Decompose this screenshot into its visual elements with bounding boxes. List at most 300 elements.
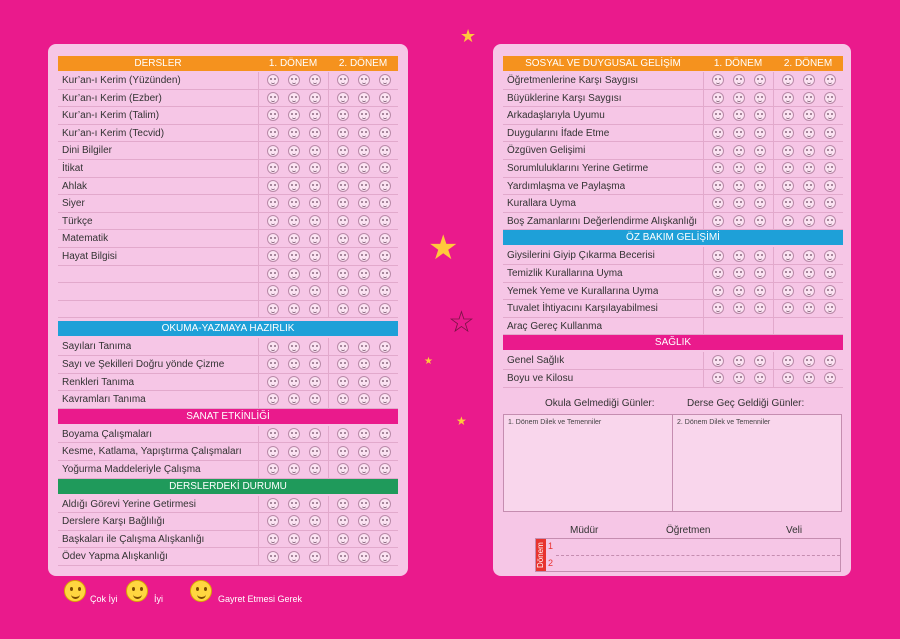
rating-face-icon[interactable] xyxy=(754,197,766,209)
rating-face-icon[interactable] xyxy=(309,533,321,545)
rating-face-icon[interactable] xyxy=(379,515,391,527)
rating-face-icon[interactable] xyxy=(358,358,370,370)
rating-face-icon[interactable] xyxy=(267,498,279,510)
rating-face-icon[interactable] xyxy=(309,233,321,245)
rating-face-icon[interactable] xyxy=(267,533,279,545)
rating-face-icon[interactable] xyxy=(712,92,724,104)
rating-faces[interactable] xyxy=(773,142,843,159)
rating-face-icon[interactable] xyxy=(712,197,724,209)
rating-face-icon[interactable] xyxy=(267,515,279,527)
rating-face-icon[interactable] xyxy=(712,127,724,139)
rating-face-icon[interactable] xyxy=(337,341,349,353)
rating-faces[interactable] xyxy=(773,160,843,177)
rating-face-icon[interactable] xyxy=(782,302,794,314)
rating-face-icon[interactable] xyxy=(712,250,724,262)
rating-face-icon[interactable] xyxy=(288,393,300,405)
rating-face-icon[interactable] xyxy=(358,127,370,139)
rating-face-icon[interactable] xyxy=(358,233,370,245)
rating-faces[interactable] xyxy=(328,160,398,177)
rating-face-icon[interactable] xyxy=(379,498,391,510)
rating-face-icon[interactable] xyxy=(358,428,370,440)
rating-face-icon[interactable] xyxy=(288,551,300,563)
rating-face-icon[interactable] xyxy=(379,446,391,458)
rating-face-icon[interactable] xyxy=(358,303,370,315)
rating-face-icon[interactable] xyxy=(712,109,724,121)
rating-face-icon[interactable] xyxy=(337,127,349,139)
rating-faces[interactable] xyxy=(258,125,328,142)
rating-faces[interactable] xyxy=(258,248,328,265)
rating-face-icon[interactable] xyxy=(309,268,321,280)
rating-face-icon[interactable] xyxy=(267,463,279,475)
rating-face-icon[interactable] xyxy=(358,285,370,297)
rating-faces[interactable] xyxy=(328,266,398,283)
rating-face-icon[interactable] xyxy=(267,285,279,297)
rating-face-icon[interactable] xyxy=(754,162,766,174)
rating-face-icon[interactable] xyxy=(782,215,794,227)
rating-faces[interactable] xyxy=(328,443,398,460)
rating-face-icon[interactable] xyxy=(288,127,300,139)
rating-face-icon[interactable] xyxy=(309,162,321,174)
rating-face-icon[interactable] xyxy=(803,267,815,279)
rating-face-icon[interactable] xyxy=(267,551,279,563)
rating-faces[interactable] xyxy=(258,496,328,513)
rating-faces[interactable] xyxy=(328,461,398,478)
rating-face-icon[interactable] xyxy=(754,355,766,367)
rating-face-icon[interactable] xyxy=(824,250,836,262)
rating-face-icon[interactable] xyxy=(733,285,745,297)
rating-faces[interactable] xyxy=(258,283,328,300)
rating-face-icon[interactable] xyxy=(824,92,836,104)
rating-faces[interactable] xyxy=(703,265,773,282)
rating-faces[interactable] xyxy=(703,90,773,107)
rating-faces[interactable] xyxy=(328,548,398,565)
rating-face-icon[interactable] xyxy=(754,127,766,139)
rating-face-icon[interactable] xyxy=(803,250,815,262)
rating-face-icon[interactable] xyxy=(267,233,279,245)
rating-face-icon[interactable] xyxy=(379,215,391,227)
rating-face-icon[interactable] xyxy=(267,197,279,209)
rating-face-icon[interactable] xyxy=(782,355,794,367)
rating-face-icon[interactable] xyxy=(824,109,836,121)
rating-face-icon[interactable] xyxy=(824,215,836,227)
rating-face-icon[interactable] xyxy=(337,533,349,545)
rating-face-icon[interactable] xyxy=(379,162,391,174)
rating-faces[interactable] xyxy=(773,178,843,195)
rating-face-icon[interactable] xyxy=(309,250,321,262)
rating-face-icon[interactable] xyxy=(288,498,300,510)
rating-face-icon[interactable] xyxy=(803,355,815,367)
rating-face-icon[interactable] xyxy=(337,428,349,440)
rating-face-icon[interactable] xyxy=(379,551,391,563)
rating-face-icon[interactable] xyxy=(712,215,724,227)
rating-faces[interactable] xyxy=(328,72,398,89)
rating-faces[interactable] xyxy=(703,247,773,264)
rating-face-icon[interactable] xyxy=(267,180,279,192)
rating-face-icon[interactable] xyxy=(803,92,815,104)
rating-face-icon[interactable] xyxy=(824,127,836,139)
rating-face-icon[interactable] xyxy=(782,92,794,104)
rating-face-icon[interactable] xyxy=(288,197,300,209)
rating-faces[interactable] xyxy=(258,195,328,212)
rating-face-icon[interactable] xyxy=(824,372,836,384)
rating-face-icon[interactable] xyxy=(803,372,815,384)
rating-face-icon[interactable] xyxy=(803,162,815,174)
rating-face-icon[interactable] xyxy=(358,498,370,510)
rating-face-icon[interactable] xyxy=(309,393,321,405)
rating-face-icon[interactable] xyxy=(712,74,724,86)
rating-faces[interactable] xyxy=(328,338,398,355)
rating-face-icon[interactable] xyxy=(309,74,321,86)
rating-face-icon[interactable] xyxy=(288,533,300,545)
rating-faces[interactable] xyxy=(258,461,328,478)
rating-face-icon[interactable] xyxy=(337,268,349,280)
rating-faces[interactable] xyxy=(328,496,398,513)
rating-face-icon[interactable] xyxy=(712,302,724,314)
rating-face-icon[interactable] xyxy=(803,127,815,139)
rating-face-icon[interactable] xyxy=(754,267,766,279)
rating-face-icon[interactable] xyxy=(379,428,391,440)
rating-faces[interactable] xyxy=(703,125,773,142)
rating-face-icon[interactable] xyxy=(733,74,745,86)
rating-face-icon[interactable] xyxy=(379,197,391,209)
rating-face-icon[interactable] xyxy=(824,302,836,314)
rating-faces[interactable] xyxy=(703,160,773,177)
rating-face-icon[interactable] xyxy=(267,341,279,353)
rating-face-icon[interactable] xyxy=(754,74,766,86)
rating-cell[interactable] xyxy=(773,318,843,335)
rating-face-icon[interactable] xyxy=(824,355,836,367)
rating-face-icon[interactable] xyxy=(309,341,321,353)
rating-face-icon[interactable] xyxy=(733,180,745,192)
rating-faces[interactable] xyxy=(703,370,773,387)
rating-faces[interactable] xyxy=(258,513,328,530)
rating-faces[interactable] xyxy=(773,265,843,282)
rating-face-icon[interactable] xyxy=(309,145,321,157)
rating-face-icon[interactable] xyxy=(337,303,349,315)
rating-faces[interactable] xyxy=(258,391,328,408)
rating-faces[interactable] xyxy=(328,513,398,530)
rating-face-icon[interactable] xyxy=(782,372,794,384)
rating-face-icon[interactable] xyxy=(379,250,391,262)
rating-face-icon[interactable] xyxy=(733,372,745,384)
rating-face-icon[interactable] xyxy=(267,303,279,315)
rating-face-icon[interactable] xyxy=(288,109,300,121)
rating-face-icon[interactable] xyxy=(379,74,391,86)
rating-face-icon[interactable] xyxy=(267,393,279,405)
rating-face-icon[interactable] xyxy=(733,267,745,279)
rating-faces[interactable] xyxy=(773,125,843,142)
rating-face-icon[interactable] xyxy=(712,285,724,297)
rating-face-icon[interactable] xyxy=(733,109,745,121)
rating-face-icon[interactable] xyxy=(309,498,321,510)
rating-face-icon[interactable] xyxy=(379,233,391,245)
rating-faces[interactable] xyxy=(328,301,398,318)
rating-face-icon[interactable] xyxy=(309,463,321,475)
rating-face-icon[interactable] xyxy=(337,180,349,192)
rating-face-icon[interactable] xyxy=(288,515,300,527)
rating-faces[interactable] xyxy=(328,356,398,373)
rating-face-icon[interactable] xyxy=(337,463,349,475)
rating-face-icon[interactable] xyxy=(379,341,391,353)
rating-face-icon[interactable] xyxy=(309,109,321,121)
rating-faces[interactable] xyxy=(258,142,328,159)
rating-face-icon[interactable] xyxy=(267,127,279,139)
rating-face-icon[interactable] xyxy=(824,267,836,279)
rating-face-icon[interactable] xyxy=(733,215,745,227)
rating-face-icon[interactable] xyxy=(337,393,349,405)
rating-face-icon[interactable] xyxy=(733,355,745,367)
rating-face-icon[interactable] xyxy=(803,285,815,297)
rating-faces[interactable] xyxy=(773,247,843,264)
rating-face-icon[interactable] xyxy=(824,145,836,157)
rating-face-icon[interactable] xyxy=(309,551,321,563)
rating-face-icon[interactable] xyxy=(288,358,300,370)
rating-face-icon[interactable] xyxy=(379,303,391,315)
rating-faces[interactable] xyxy=(328,213,398,230)
rating-face-icon[interactable] xyxy=(267,162,279,174)
rating-face-icon[interactable] xyxy=(337,358,349,370)
rating-face-icon[interactable] xyxy=(754,302,766,314)
rating-face-icon[interactable] xyxy=(358,515,370,527)
rating-faces[interactable] xyxy=(258,374,328,391)
rating-face-icon[interactable] xyxy=(358,180,370,192)
rating-faces[interactable] xyxy=(328,142,398,159)
rating-face-icon[interactable] xyxy=(358,341,370,353)
rating-face-icon[interactable] xyxy=(288,215,300,227)
rating-face-icon[interactable] xyxy=(337,285,349,297)
rating-face-icon[interactable] xyxy=(358,551,370,563)
rating-faces[interactable] xyxy=(258,301,328,318)
rating-faces[interactable] xyxy=(328,107,398,124)
rating-face-icon[interactable] xyxy=(803,109,815,121)
rating-face-icon[interactable] xyxy=(288,250,300,262)
rating-face-icon[interactable] xyxy=(379,109,391,121)
rating-faces[interactable] xyxy=(258,90,328,107)
rating-face-icon[interactable] xyxy=(267,74,279,86)
rating-faces[interactable] xyxy=(773,195,843,212)
rating-faces[interactable] xyxy=(258,178,328,195)
rating-face-icon[interactable] xyxy=(267,428,279,440)
rating-faces[interactable] xyxy=(773,72,843,89)
rating-face-icon[interactable] xyxy=(379,92,391,104)
rating-face-icon[interactable] xyxy=(358,533,370,545)
rating-faces[interactable] xyxy=(328,531,398,548)
term2-wishes-box[interactable] xyxy=(672,414,842,512)
rating-face-icon[interactable] xyxy=(337,515,349,527)
rating-faces[interactable] xyxy=(328,230,398,247)
rating-face-icon[interactable] xyxy=(782,127,794,139)
rating-face-icon[interactable] xyxy=(803,215,815,227)
rating-face-icon[interactable] xyxy=(803,145,815,157)
rating-face-icon[interactable] xyxy=(337,498,349,510)
rating-faces[interactable] xyxy=(703,178,773,195)
rating-face-icon[interactable] xyxy=(754,180,766,192)
rating-face-icon[interactable] xyxy=(733,197,745,209)
rating-face-icon[interactable] xyxy=(379,358,391,370)
rating-face-icon[interactable] xyxy=(824,162,836,174)
rating-face-icon[interactable] xyxy=(267,145,279,157)
rating-faces[interactable] xyxy=(258,230,328,247)
rating-face-icon[interactable] xyxy=(733,250,745,262)
rating-faces[interactable] xyxy=(773,107,843,124)
rating-face-icon[interactable] xyxy=(782,180,794,192)
rating-face-icon[interactable] xyxy=(782,109,794,121)
rating-face-icon[interactable] xyxy=(824,197,836,209)
rating-face-icon[interactable] xyxy=(824,74,836,86)
rating-faces[interactable] xyxy=(328,283,398,300)
rating-face-icon[interactable] xyxy=(288,303,300,315)
rating-face-icon[interactable] xyxy=(803,197,815,209)
rating-face-icon[interactable] xyxy=(288,233,300,245)
rating-faces[interactable] xyxy=(258,443,328,460)
rating-face-icon[interactable] xyxy=(803,180,815,192)
rating-faces[interactable] xyxy=(703,107,773,124)
rating-face-icon[interactable] xyxy=(337,145,349,157)
rating-face-icon[interactable] xyxy=(782,197,794,209)
rating-face-icon[interactable] xyxy=(309,215,321,227)
rating-face-icon[interactable] xyxy=(358,446,370,458)
rating-face-icon[interactable] xyxy=(267,268,279,280)
rating-faces[interactable] xyxy=(703,72,773,89)
rating-face-icon[interactable] xyxy=(267,215,279,227)
rating-face-icon[interactable] xyxy=(337,74,349,86)
rating-face-icon[interactable] xyxy=(824,285,836,297)
rating-face-icon[interactable] xyxy=(288,428,300,440)
rating-face-icon[interactable] xyxy=(358,145,370,157)
rating-face-icon[interactable] xyxy=(782,267,794,279)
rating-face-icon[interactable] xyxy=(733,127,745,139)
rating-face-icon[interactable] xyxy=(754,215,766,227)
rating-faces[interactable] xyxy=(258,266,328,283)
rating-face-icon[interactable] xyxy=(288,180,300,192)
rating-faces[interactable] xyxy=(258,356,328,373)
rating-faces[interactable] xyxy=(773,213,843,230)
rating-face-icon[interactable] xyxy=(309,197,321,209)
rating-face-icon[interactable] xyxy=(309,92,321,104)
rating-face-icon[interactable] xyxy=(358,268,370,280)
rating-face-icon[interactable] xyxy=(712,267,724,279)
rating-faces[interactable] xyxy=(258,213,328,230)
rating-faces[interactable] xyxy=(328,90,398,107)
rating-faces[interactable] xyxy=(773,283,843,300)
rating-face-icon[interactable] xyxy=(782,285,794,297)
rating-face-icon[interactable] xyxy=(733,145,745,157)
rating-face-icon[interactable] xyxy=(288,446,300,458)
rating-face-icon[interactable] xyxy=(288,162,300,174)
rating-face-icon[interactable] xyxy=(712,180,724,192)
rating-face-icon[interactable] xyxy=(712,372,724,384)
rating-face-icon[interactable] xyxy=(288,145,300,157)
rating-face-icon[interactable] xyxy=(358,92,370,104)
rating-face-icon[interactable] xyxy=(782,162,794,174)
rating-face-icon[interactable] xyxy=(267,250,279,262)
rating-face-icon[interactable] xyxy=(288,285,300,297)
rating-faces[interactable] xyxy=(773,300,843,317)
rating-faces[interactable] xyxy=(258,426,328,443)
rating-faces[interactable] xyxy=(258,107,328,124)
rating-face-icon[interactable] xyxy=(309,376,321,388)
rating-face-icon[interactable] xyxy=(733,92,745,104)
rating-faces[interactable] xyxy=(773,352,843,369)
rating-face-icon[interactable] xyxy=(733,162,745,174)
rating-face-icon[interactable] xyxy=(358,463,370,475)
rating-face-icon[interactable] xyxy=(337,109,349,121)
rating-face-icon[interactable] xyxy=(288,341,300,353)
rating-face-icon[interactable] xyxy=(754,250,766,262)
rating-face-icon[interactable] xyxy=(754,92,766,104)
rating-face-icon[interactable] xyxy=(712,145,724,157)
rating-face-icon[interactable] xyxy=(358,197,370,209)
rating-face-icon[interactable] xyxy=(358,109,370,121)
rating-faces[interactable] xyxy=(703,213,773,230)
rating-faces[interactable] xyxy=(328,248,398,265)
rating-faces[interactable] xyxy=(328,374,398,391)
rating-face-icon[interactable] xyxy=(379,393,391,405)
rating-face-icon[interactable] xyxy=(337,551,349,563)
rating-face-icon[interactable] xyxy=(379,145,391,157)
rating-face-icon[interactable] xyxy=(379,268,391,280)
rating-face-icon[interactable] xyxy=(337,197,349,209)
rating-faces[interactable] xyxy=(258,160,328,177)
rating-face-icon[interactable] xyxy=(358,215,370,227)
rating-face-icon[interactable] xyxy=(337,376,349,388)
rating-face-icon[interactable] xyxy=(337,162,349,174)
rating-faces[interactable] xyxy=(703,195,773,212)
rating-face-icon[interactable] xyxy=(824,180,836,192)
rating-faces[interactable] xyxy=(773,370,843,387)
rating-face-icon[interactable] xyxy=(288,376,300,388)
rating-face-icon[interactable] xyxy=(358,74,370,86)
rating-faces[interactable] xyxy=(258,531,328,548)
rating-face-icon[interactable] xyxy=(754,285,766,297)
rating-face-icon[interactable] xyxy=(379,180,391,192)
rating-face-icon[interactable] xyxy=(337,233,349,245)
rating-faces[interactable] xyxy=(773,90,843,107)
rating-face-icon[interactable] xyxy=(358,393,370,405)
term1-wishes-box[interactable] xyxy=(503,414,673,512)
rating-face-icon[interactable] xyxy=(379,533,391,545)
rating-face-icon[interactable] xyxy=(309,285,321,297)
rating-faces[interactable] xyxy=(258,548,328,565)
rating-faces[interactable] xyxy=(328,391,398,408)
rating-face-icon[interactable] xyxy=(379,463,391,475)
rating-faces[interactable] xyxy=(328,426,398,443)
rating-faces[interactable] xyxy=(328,178,398,195)
rating-face-icon[interactable] xyxy=(712,162,724,174)
rating-face-icon[interactable] xyxy=(358,162,370,174)
rating-face-icon[interactable] xyxy=(733,302,745,314)
rating-face-icon[interactable] xyxy=(267,376,279,388)
rating-faces[interactable] xyxy=(328,125,398,142)
rating-faces[interactable] xyxy=(703,352,773,369)
rating-cell[interactable] xyxy=(703,318,773,335)
rating-face-icon[interactable] xyxy=(337,250,349,262)
rating-face-icon[interactable] xyxy=(309,446,321,458)
rating-faces[interactable] xyxy=(703,283,773,300)
rating-faces[interactable] xyxy=(703,300,773,317)
rating-face-icon[interactable] xyxy=(288,92,300,104)
rating-face-icon[interactable] xyxy=(309,180,321,192)
rating-face-icon[interactable] xyxy=(358,376,370,388)
rating-face-icon[interactable] xyxy=(803,74,815,86)
rating-face-icon[interactable] xyxy=(782,74,794,86)
rating-face-icon[interactable] xyxy=(358,250,370,262)
rating-faces[interactable] xyxy=(703,142,773,159)
rating-face-icon[interactable] xyxy=(288,268,300,280)
rating-faces[interactable] xyxy=(258,72,328,89)
rating-face-icon[interactable] xyxy=(712,355,724,367)
rating-face-icon[interactable] xyxy=(267,109,279,121)
